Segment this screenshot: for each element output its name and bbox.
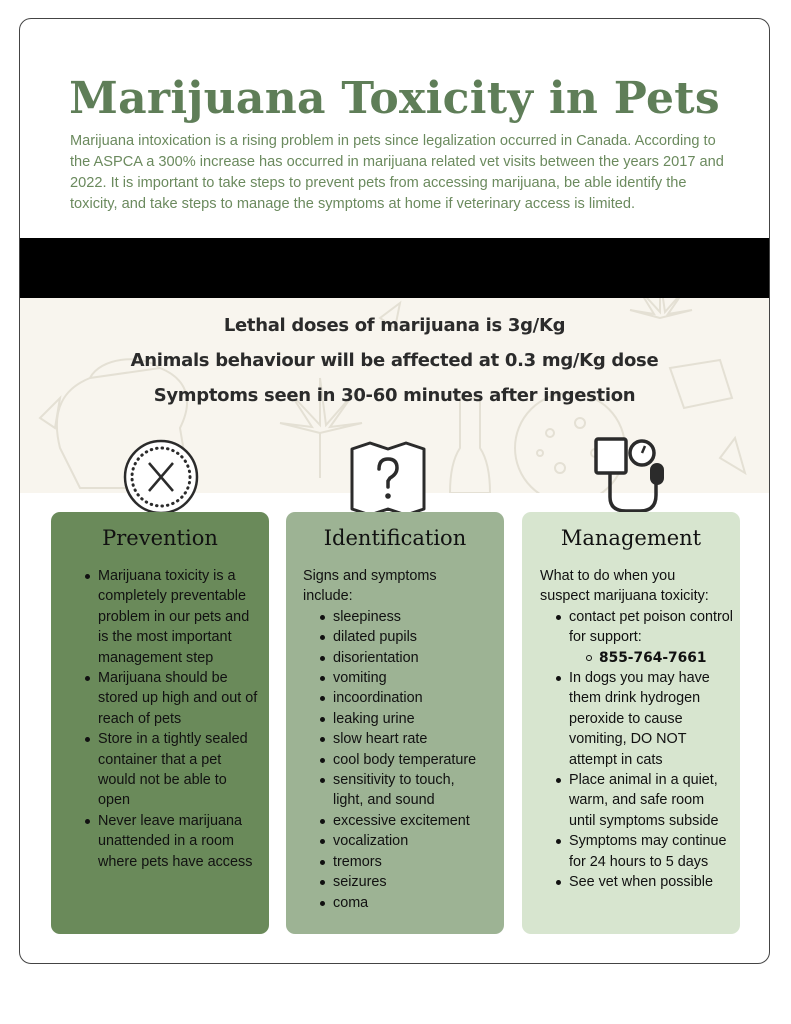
fact-lethal-dose: Lethal doses of marijuana is 3g/Kg — [223, 315, 566, 336]
list-item: sensitivity to touch, light, and sound — [333, 770, 483, 811]
intro-paragraph: Marijuana intoxication is a rising problem in pets since legalization occurred in Canada. According to the ASPCA a 300% increase has occurred in marijuana related vet visits between the years 2017 and 2022. It is important to take steps to prevent pets from accessing marijuana, be able identify the toxicity, and take steps to manage the symptoms at home if veterinary access is limited. — [70, 133, 724, 212]
list-item: Symptoms may continue for 24 hours to 5 days — [569, 831, 734, 872]
list-item: dilated pupils — [333, 627, 504, 647]
list-item: coma — [333, 893, 504, 913]
management-heading: Management — [560, 526, 702, 550]
x-circle-icon — [121, 437, 201, 521]
poster-frame — [19, 18, 770, 964]
list-item: disorientation — [333, 648, 504, 668]
list-item: cool body temperature — [333, 750, 504, 770]
symptom-list — [286, 607, 504, 913]
management-card — [522, 512, 740, 934]
list-item: Marijuana should be stored up high and out of reach of pets — [98, 668, 261, 729]
identification-card — [286, 512, 504, 934]
list-item: Store in a tightly sealed container that a pet would not be able to open — [98, 729, 261, 811]
prevention-card — [51, 512, 269, 934]
prevention-list — [51, 566, 269, 872]
identification-intro: Signs and symptoms include: — [303, 568, 437, 605]
list-item: seizures — [333, 872, 504, 892]
blood-pressure-monitor-icon — [590, 431, 680, 525]
fact-behaviour-dose: Animals behaviour will be affected at 0.3 mg/Kg dose — [130, 350, 659, 371]
question-map-icon — [348, 439, 428, 523]
dose-facts — [20, 308, 769, 413]
list-item: Marijuana toxicity is a completely preventable problem in our pets and is the most important management step — [98, 566, 261, 668]
redaction-band — [19, 238, 770, 298]
management-intro: What to do when you suspect marijuana toxicity: — [540, 568, 709, 605]
list-item: leaking urine — [333, 709, 504, 729]
list-item: Place animal in a quiet, warm, and safe room until symptoms subside — [569, 770, 734, 831]
list-item: slow heart rate — [333, 729, 504, 749]
list-item: sleepiness — [333, 607, 504, 627]
list-item — [569, 607, 734, 668]
page-title: Marijuana Toxicity in Pets — [69, 73, 720, 124]
list-item: In dogs you may have them drink hydrogen peroxide to cause vomiting, DO NOT attempt in cats — [569, 668, 734, 770]
list-item: Never leave marijuana unattended in a room where pets have access — [98, 811, 261, 872]
list-item: See vet when possible — [569, 872, 734, 892]
list-item: excessive excitement — [333, 811, 504, 831]
management-list — [522, 607, 740, 893]
list-item: vocalization — [333, 831, 504, 851]
list-item: vomiting — [333, 668, 504, 688]
prevention-heading: Prevention — [102, 526, 218, 550]
list-item: tremors — [333, 852, 504, 872]
phone-number: 855-764-7661 — [599, 649, 707, 666]
fact-symptom-onset: Symptoms seen in 30-60 minutes after ingestion — [153, 385, 636, 406]
list-item-text: contact pet poison control for support: — [569, 608, 733, 646]
poison-control-phone — [599, 648, 734, 668]
list-item: incoordination — [333, 688, 504, 708]
identification-heading: Identification — [323, 526, 467, 550]
